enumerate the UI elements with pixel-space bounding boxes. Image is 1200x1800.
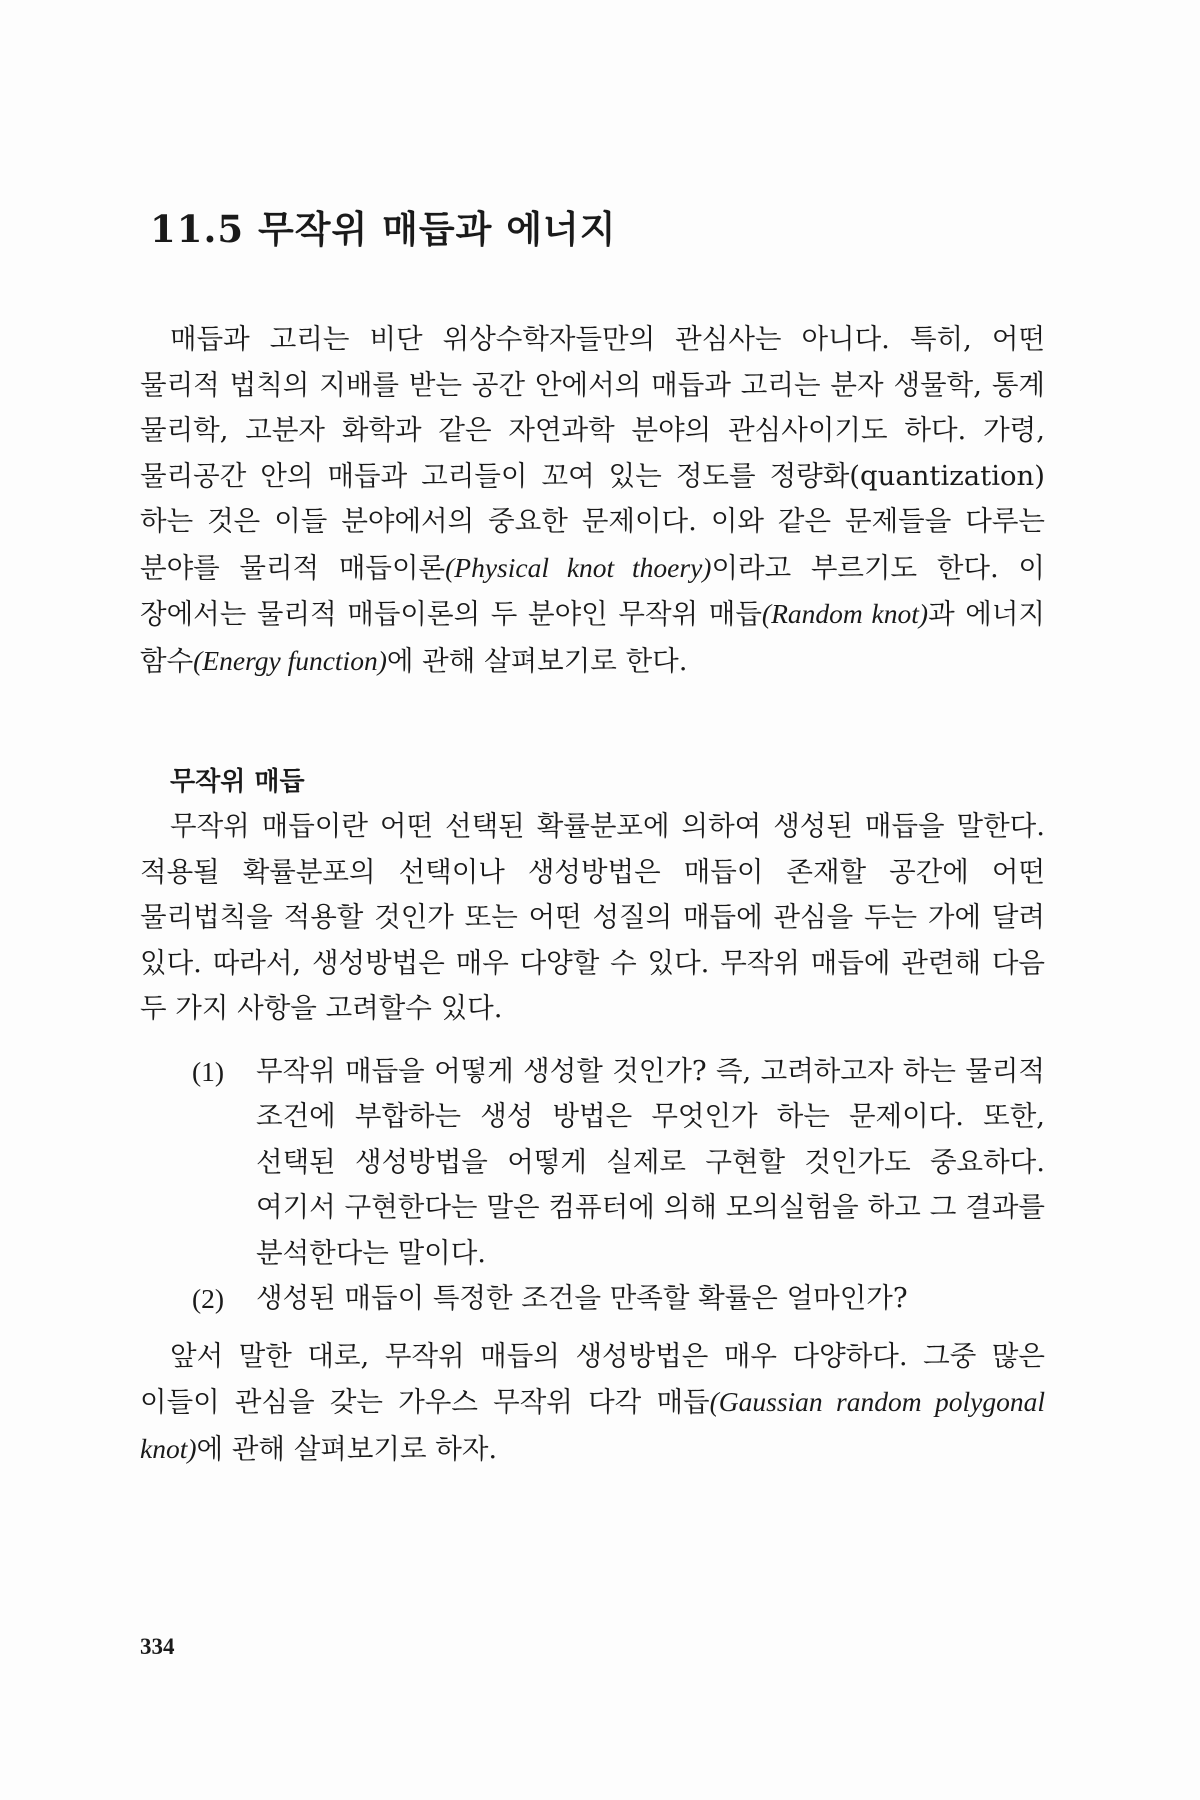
consideration-list bbox=[140, 1049, 1045, 1322]
gaussian-text-end: 에 관해 살펴보기로 하자. bbox=[196, 1432, 498, 1465]
intro-text-4: 에 관해 살펴보기로 한다. bbox=[386, 644, 688, 677]
list-item-text: 생성된 매듭이 특정한 조건을 만족할 확률은 얼마인가? bbox=[256, 1282, 908, 1314]
subsection-heading: 무작위 매듭 bbox=[170, 767, 305, 797]
random-knot-paragraph: 무작위 매듭이란 어떤 선택된 확률분포에 의하여 생성된 매듭을 말한다. 적용될 확률분포의 선택이나 생성방법은 매듭이 존재할 공간에 어떤 물리법칙을 적용할 것인가 또는 어떤 성질의 매듭에 관심을 두는 가에 달려 있다. 따라서, 생성방법은 매우 다양할 수 있다. 무작위 매듭에 관련해 다음 두 가지 사항을 고려할수 있다. bbox=[140, 810, 1045, 1024]
intro-text-1: 매듭과 고리는 비단 위상수학자들만의 관심사는 아니다. 특히, 어떤 물리적 법칙의 지배를 받는 공간 안에서의 매듭과 고리는 분자 생물학, 통계 물리학, 고분자 화학과 같은 자연과학 분야의 관심사이기도 하다. 가령, 물리공간 안의 매듭과 고리들이 꼬여 있는 정도를 정량화(quantization)하는 것은 이들 분야에서의 중요한 문제이다. 이와 같은 문제들을 다루는 분야를 물리적 매듭이론 bbox=[140, 323, 1045, 584]
gaussian-knot-paragraph bbox=[140, 1334, 1045, 1473]
intro-text-2: 이라고 부르기도 한다. 이 장에서는 물리적 매듭이론의 두 분야인 무작위 매듭 bbox=[140, 551, 1045, 630]
list-item-number: (2) bbox=[192, 1283, 225, 1314]
page-content bbox=[140, 205, 1045, 1472]
intro-paragraph bbox=[140, 317, 1045, 684]
page-number: 334 bbox=[140, 1634, 175, 1659]
list-item bbox=[140, 1049, 1045, 1277]
intro-term-physical-knot-theory: (Physical knot thoery) bbox=[445, 551, 712, 583]
gaussian-term: (Gaussian random polygonal knot) bbox=[140, 1386, 1045, 1464]
list-item bbox=[140, 1276, 1045, 1322]
list-item-number: (1) bbox=[192, 1055, 225, 1087]
intro-term-energy-function: (Energy function) bbox=[193, 644, 387, 676]
section-title: 11.5 무작위 매듭과 에너지 bbox=[150, 207, 617, 251]
intro-text-3: 과 에너지 함수 bbox=[140, 598, 1045, 677]
gaussian-text: 앞서 말한 대로, 무작위 매듭의 생성방법은 매우 다양하다. 그중 많은 이들이 관심을 갖는 가우스 무작위 다각 매듭 bbox=[140, 1339, 1045, 1418]
list-item-text: 무작위 매듭을 어떻게 생성할 것인가? 즉, 고려하고자 하는 물리적 조건에 부합하는 생성 방법은 무엇인가 하는 문제이다. 또한, 선택된 생성방법을 어떻게 실제로 구현할 것인가도 중요하다. 여기서 구현한다는 말은 컴퓨터에 의해 모의실험을 하고 그 결과를 분석한다는 말이다. bbox=[256, 1054, 1045, 1269]
intro-term-random-knot: (Random knot) bbox=[761, 598, 929, 629]
